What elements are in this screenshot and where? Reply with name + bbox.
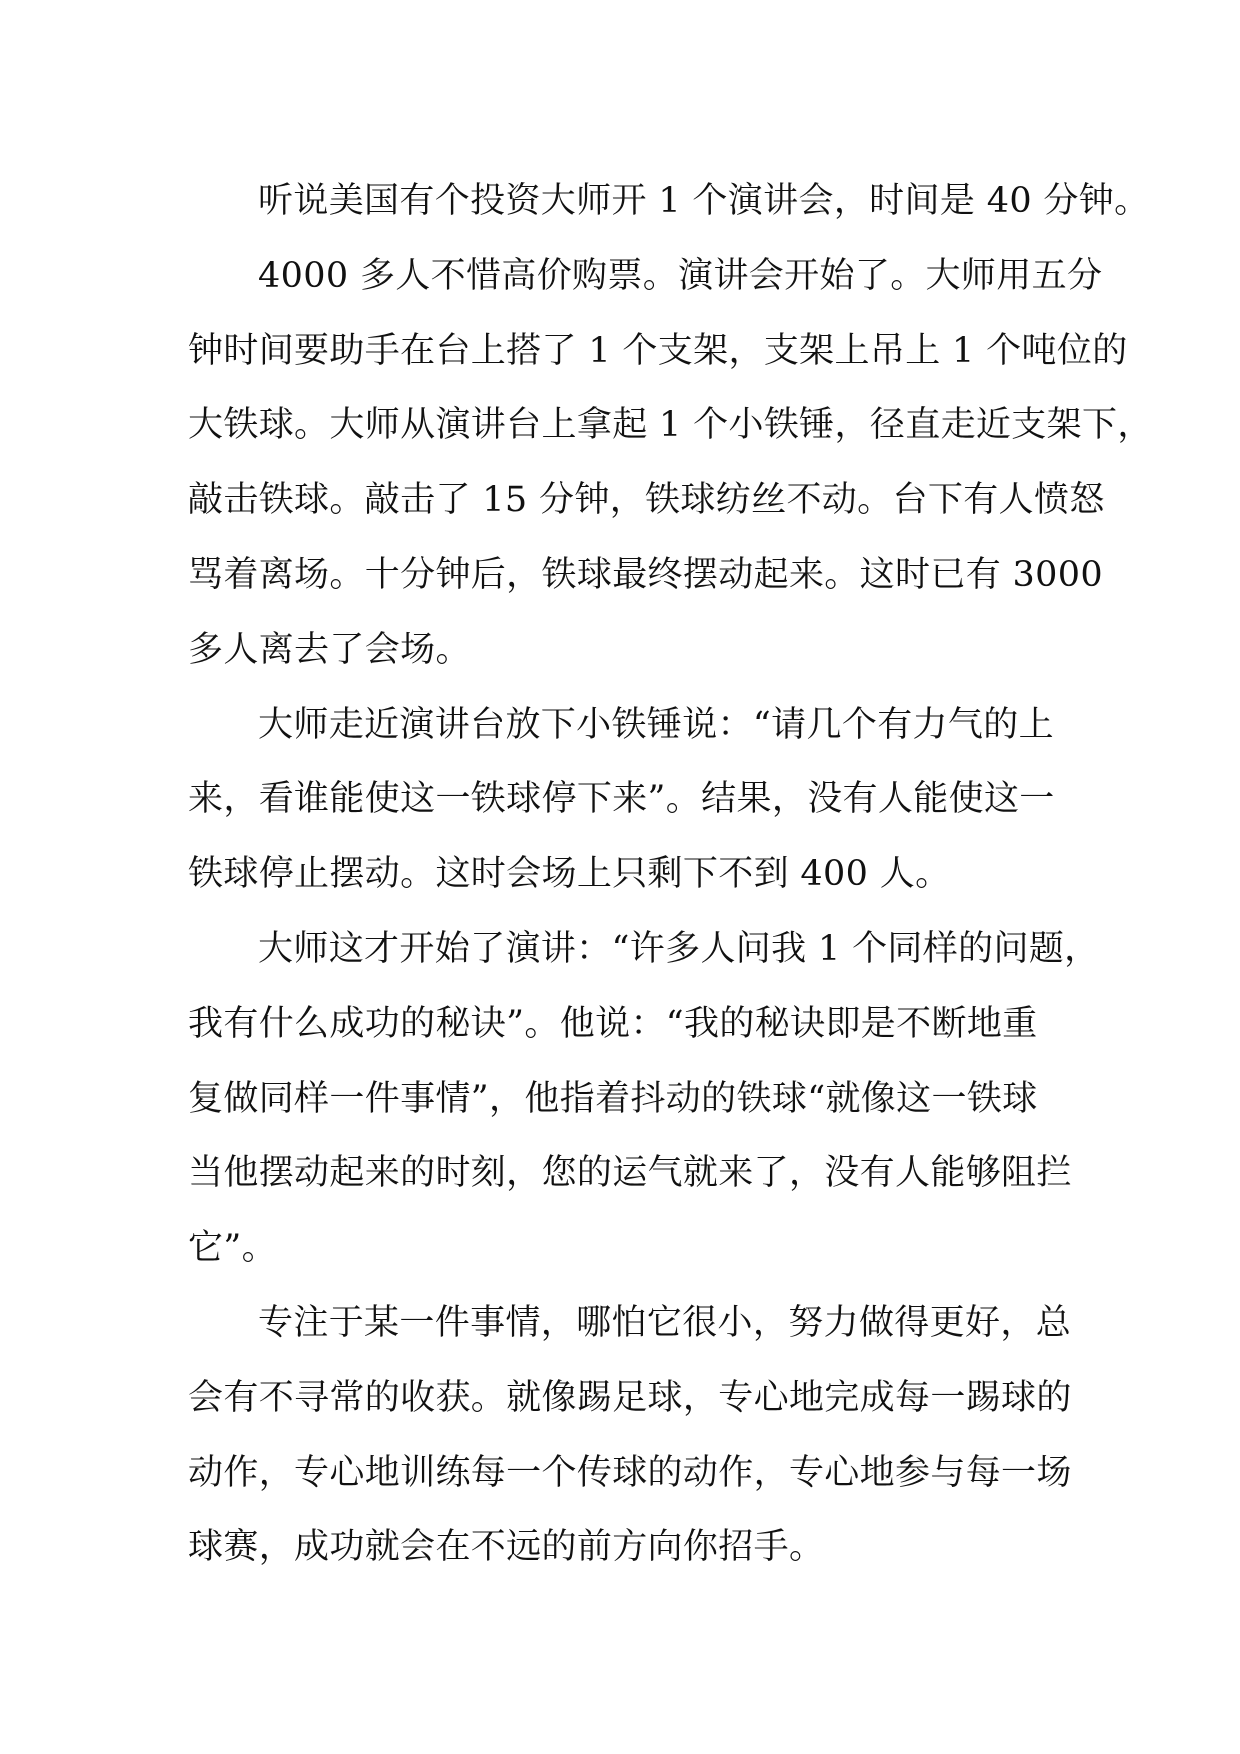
paragraph-3-line-2: 来，看谁能使这一铁球停下来”。结果，没有人能使这一 <box>188 779 1055 820</box>
paragraph-2-line-6: 多人离去了会场。 <box>188 629 471 670</box>
paragraph-1-line-1: 听说美国有个投资大师开 1 个演讲会，时间是 40 分钟。 <box>258 181 1150 221</box>
paragraph-3-line-1: 大师走近演讲台放下小铁锤说：“请几个有力气的上 <box>258 704 1054 745</box>
paragraph-2-line-3: 大铁球。大师从演讲台上拿起 1 个小铁锤，径直走近支架下， <box>188 405 1153 446</box>
paragraph-3-line-3: 铁球停止摆动。这时会场上只剩下不到 400 人。 <box>188 854 951 895</box>
paragraph-2-line-2: 钟时间要助手在台上搭了 1 个支架，支架上吊上 1 个吨位的 <box>188 330 1128 371</box>
body-text <box>188 164 1153 1585</box>
paragraph-5-line-4: 球赛，成功就会在不远的前方向你招手。 <box>188 1527 825 1568</box>
paragraph-5-line-2: 会有不寻常的收获。就像踢足球，专心地完成每一踢球的 <box>188 1377 1072 1418</box>
paragraph-4-line-1: 大师这才开始了演讲：“许多人问我 1 个同样的问题， <box>258 928 1100 969</box>
paragraph-5-line-1: 专注于某一件事情，哪怕它很小，努力做得更好，总 <box>258 1302 1072 1343</box>
paragraph-4-line-2: 我有什么成功的秘诀”。他说：“我的秘诀即是不断地重 <box>188 1003 1038 1044</box>
paragraph-2-line-4: 敲击铁球。敲击了 15 分钟，铁球纺丝不动。台下有人愤怒 <box>188 480 1105 521</box>
paragraph-2-line-5: 骂着离场。十分钟后，铁球最终摆动起来。这时已有 3000 <box>188 554 1103 595</box>
paragraph-4-line-5: 它”。 <box>188 1228 277 1269</box>
paragraph-2-line-1: 4000 多人不惜高价购票。演讲会开始了。大师用五分 <box>258 255 1103 296</box>
paragraph-5-line-3: 动作，专心地训练每一个传球的动作，专心地参与每一场 <box>188 1452 1072 1493</box>
paragraph-4-line-4: 当他摆动起来的时刻，您的运气就来了，没有人能够阻拦 <box>188 1153 1072 1194</box>
paragraph-4-line-3: 复做同样一件事情”，他指着抖动的铁球“就像这一铁球 <box>188 1078 1038 1119</box>
